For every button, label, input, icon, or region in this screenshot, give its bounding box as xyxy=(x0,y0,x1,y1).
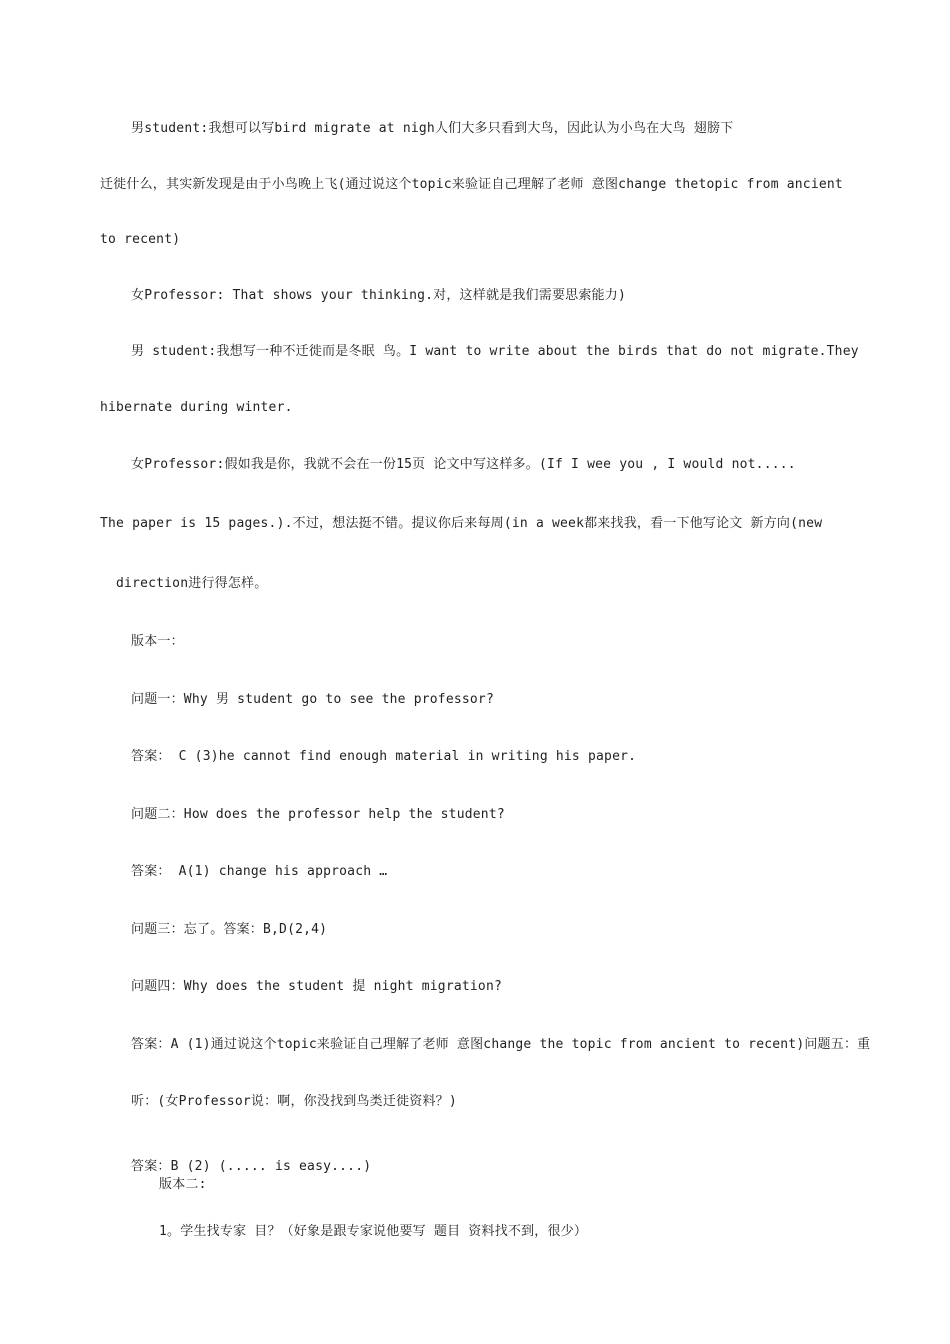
answer-1: 答案： C (3)he cannot find enough material in writing his paper. xyxy=(131,749,637,764)
question-3-answer: 问题三：忘了。答案：B,D(2,4) xyxy=(131,922,328,937)
dialogue-line-9: direction进行得怎样。 xyxy=(116,576,268,591)
dialogue-line-1: 男student:我想可以写bird migrate at nigh人们大多只看到大鸟，因此认为小鸟在大鸟 翅膀下 xyxy=(131,121,734,136)
version-two-item-1: 1。学生找专家 目？（好象是跟专家说他要写 题目 资料找不到，很少） xyxy=(159,1224,588,1239)
answer-5: 答案：B (2) (..... is easy....) xyxy=(131,1159,372,1174)
dialogue-line-4: 女Professor: That shows your thinking.对，这样就是我们需要思索能力) xyxy=(131,288,626,303)
question-2: 问题二：How does the professor help the student? xyxy=(131,807,505,822)
dialogue-line-6: hibernate during winter. xyxy=(100,400,293,415)
answer-2: 答案： A(1) change his approach … xyxy=(131,864,388,879)
dialogue-line-8: The paper is 15 pages.).不过，想法挺不错。提议你后来每周(in a week都来找我，看一下他写论文 新方向(new xyxy=(100,516,823,531)
version-one-heading: 版本一： xyxy=(131,634,184,649)
question-5-cont: 听：(女Professor说：啊，你没找到鸟类迁徙资料？) xyxy=(131,1094,457,1109)
question-4: 问题四：Why does the student 提 night migration? xyxy=(131,979,503,994)
dialogue-line-7: 女Professor:假如我是你，我就不会在一份15页 论文中写这样多。(If I wee you , I would not..... xyxy=(131,457,796,472)
answer-4-question-5: 答案：A (1)通过说这个topic来验证自己理解了老师 意图change the topic from ancient to recent)问题五：重 xyxy=(131,1037,871,1052)
dialogue-line-2: 迁徙什么，其实新发现是由于小鸟晚上飞(通过说这个topic来验证自己理解了老师 意图change thetopic from ancient xyxy=(100,177,843,192)
version-two-heading: 版本二: xyxy=(159,1177,207,1192)
dialogue-line-3: to recent) xyxy=(100,232,181,247)
question-1: 问题一：Why 男 student go to see the professor? xyxy=(131,692,494,707)
dialogue-line-5: 男 student:我想写一种不迁徙而是冬眠 鸟。I want to write about the birds that do not migrate.They xyxy=(131,344,859,359)
